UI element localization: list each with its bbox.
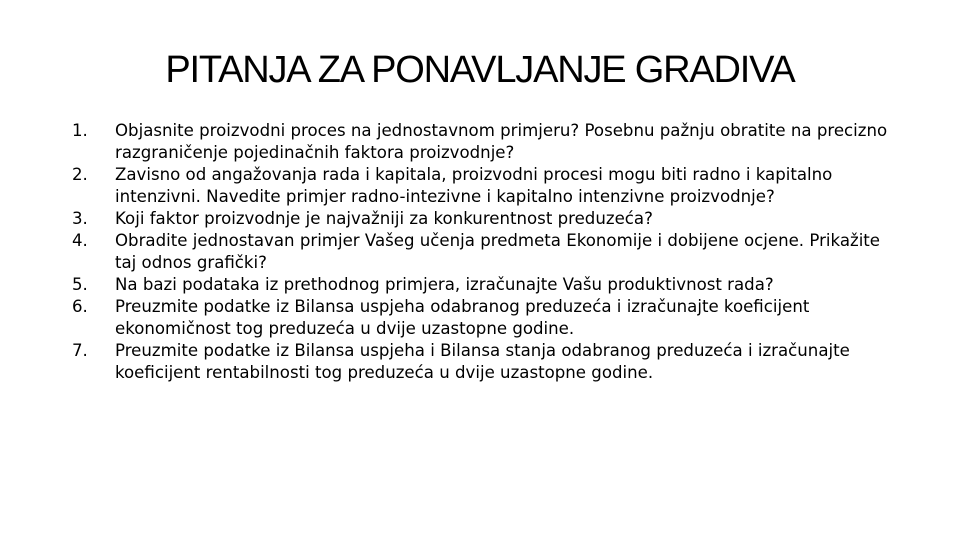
- list-item: [72, 296, 902, 340]
- list-item: [72, 340, 902, 384]
- item-number: 5.: [72, 275, 88, 294]
- list-item: [72, 208, 902, 230]
- item-number: 7.: [72, 341, 88, 360]
- list-item: [72, 274, 902, 296]
- item-text: Koji faktor proizvodnje je najvažniji za konkurentnost preduzeća?: [115, 209, 653, 228]
- item-number: 4.: [72, 231, 88, 250]
- item-number: 6.: [72, 297, 88, 316]
- list-item: [72, 230, 902, 274]
- item-text: Obradite jednostavan primjer Vašeg učenja predmeta Ekonomije i dobijene ocjene. Prikažite taj odnos grafički?: [115, 231, 881, 272]
- question-list: [72, 120, 902, 384]
- list-item: [72, 164, 902, 208]
- slide-title: PITANJA ZA PONAVLJANJE GRADIVA: [165, 49, 795, 91]
- item-text: Preuzmite podatke iz Bilansa uspjeha odabranog preduzeća i izračunajte koeficijent ekonomičnost tog preduzeća u dvije uzastopne godine.: [115, 297, 810, 338]
- item-text: Zavisno od angažovanja rada i kapitala, proizvodni procesi mogu biti radno i kapitalno intenzivni. Navedite primjer radno-intezivne i kapitalno intenzivne proizvodnje?: [115, 165, 833, 206]
- item-number: 3.: [72, 209, 88, 228]
- item-text: Preuzmite podatke iz Bilansa uspjeha i Bilansa stanja odabranog preduzeća i izračunajte koeficijent rentabilnosti tog preduzeća u dvije uzastopne godine.: [115, 341, 850, 382]
- item-number: 2.: [72, 165, 88, 184]
- item-text: Objasnite proizvodni proces na jednostavnom primjeru? Posebnu pažnju obratite na precizno razgraničenje pojedinačnih faktora proizvodnje?: [115, 121, 888, 162]
- item-number: 1.: [72, 121, 88, 140]
- item-text: Na bazi podataka iz prethodnog primjera, izračunajte Vašu produktivnost rada?: [115, 275, 774, 294]
- list-item: [72, 120, 902, 164]
